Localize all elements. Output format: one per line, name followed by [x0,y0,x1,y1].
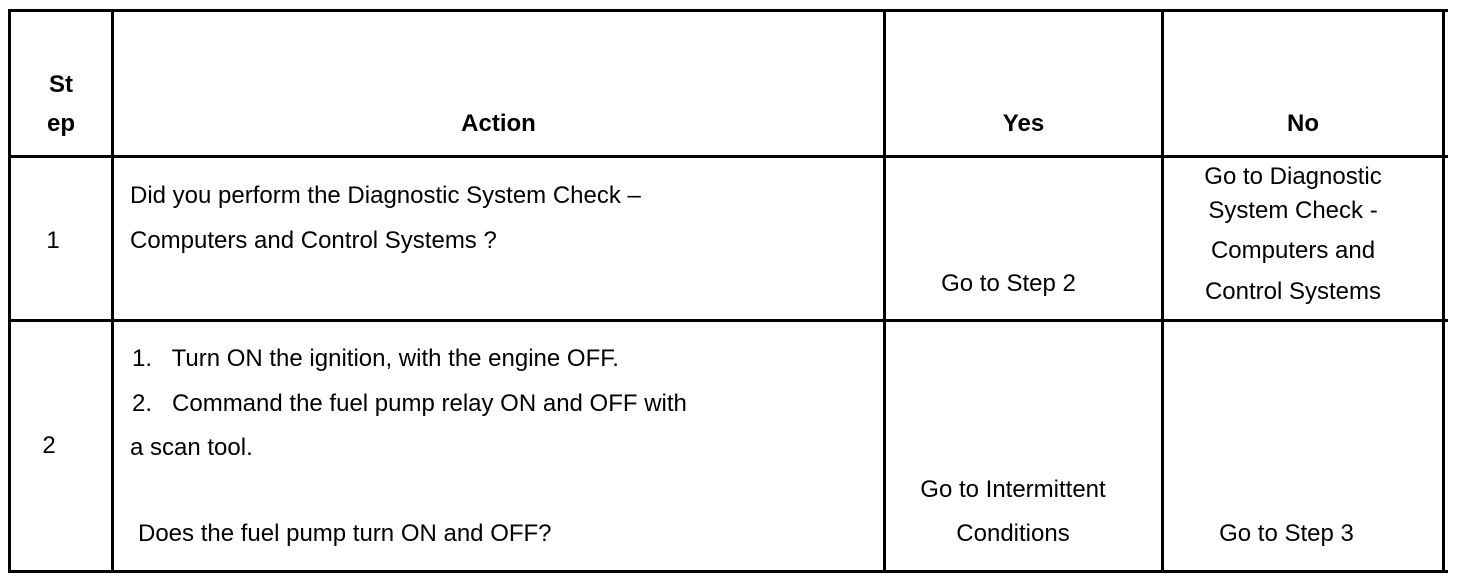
row2-yes-line2: Conditions [956,520,1070,547]
row1-action-line2: Computers and Control Systems ? [130,227,497,254]
row2-action-line1: 1. Turn ON the ignition, with the engine OFF. [132,345,619,372]
table-border-bottom [8,570,1448,573]
row1-no-line3: Computers and [1210,237,1376,264]
row2-action-line2: 2. Command the fuel pump relay ON and OFF with [132,390,687,417]
header-step-line2: ep [46,110,75,137]
header-yes: Yes [1002,110,1045,137]
row1-no-line2: System Check - [1208,197,1378,224]
header-no: No [1287,110,1319,137]
row2-yes-line1: Go to Intermittent [920,476,1106,503]
row-divider-1 [8,319,1448,322]
row1-no-line4: Control Systems [1204,278,1382,305]
row2-action-line3: a scan tool. [130,434,253,461]
row2-no: Go to Step 3 [1219,520,1354,547]
header-step-line1: St [49,71,73,98]
header-action: Action [461,110,536,137]
row1-step: 1 [46,227,60,254]
row1-no-line1: Go to Diagnostic [1204,163,1382,190]
row2-step: 2 [42,432,56,459]
row1-yes: Go to Step 2 [941,270,1076,297]
column-divider-step-action [111,9,114,573]
table-border-top [8,9,1448,12]
row1-action-line1: Did you perform the Diagnostic System Check – [130,182,641,209]
table-border-right [1442,9,1445,573]
row2-action-line4: Does the fuel pump turn ON and OFF? [138,520,552,547]
